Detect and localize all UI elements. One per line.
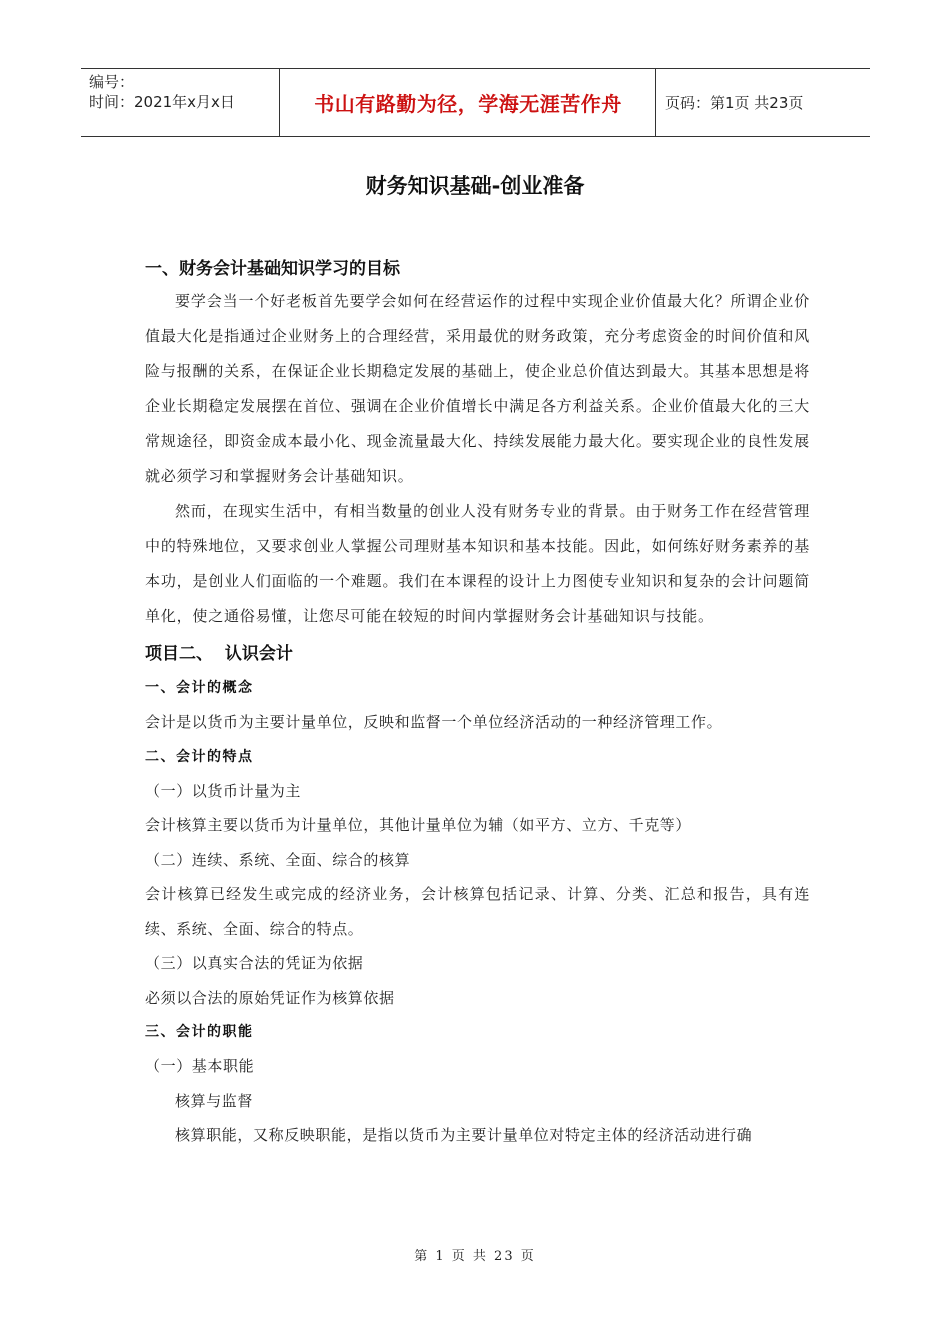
- paragraph: 会计核算已经发生或完成的经济业务，会计核算包括记录、计算、分类、汇总和报告，具有连续、系统、全面、综合的特点。: [145, 885, 810, 938]
- paragraph: 必须以合法的原始凭证作为核算依据: [145, 988, 395, 1007]
- item-title: （三）以真实合法的凭证为依据: [145, 954, 364, 972]
- item-title: （一）基本职能: [145, 1057, 255, 1075]
- paragraph: 会计核算主要以货币为计量单位，其他计量单位为辅（如平方、立方、千克等）: [145, 816, 692, 834]
- item-title: （二）连续、系统、全面、综合的核算: [145, 850, 411, 869]
- page-footer: 第 1 页 共 23 页: [414, 1249, 536, 1264]
- paragraph: 会计是以货币为主要计量单位，反映和监督一个单位经济活动的一种经济管理工作。: [145, 713, 723, 731]
- page-title: 财务知识基础-创业准备: [365, 174, 585, 198]
- item-title: （一）以货币计量为主: [145, 781, 302, 800]
- header-meta: [81, 69, 280, 136]
- item-subtitle: 核算与监督: [175, 1091, 254, 1110]
- subsection-heading: 二、会计的特点: [145, 748, 254, 765]
- document-number-label: 编号：: [89, 73, 135, 91]
- project-heading: 项目二、 认识会计: [145, 644, 293, 664]
- section-heading: 一、财务会计基础知识学习的目标: [145, 259, 400, 279]
- header-motto: 书山有路勤为径，学海无涯苦作舟: [281, 69, 656, 136]
- document-header: [81, 68, 870, 137]
- paragraph: 然而，在现实生活中，有相当数量的创业人没有财务专业的背景。由于财务工作在经营管理中的特殊地位，又要求创业人掌握公司理财基本知识和基本技能。因此，如何练好财务素养的基本功，是创业人们面临的一个难题。我们在本课程的设计上力图使专业知识和复杂的会计问题简单化，使之通俗易懂，让您尽可能在较短的时间内掌握财务会计基础知识与技能。: [145, 502, 810, 625]
- document-date: 时间：2021年x月x日: [89, 93, 235, 111]
- subsection-heading: 三、会计的职能: [145, 1024, 254, 1040]
- paragraph: 要学会当一个好老板首先要学会如何在经营运作的过程中实现企业价值最大化？所谓企业价值最大化是指通过企业财务上的合理经营，采用最优的财务政策，充分考虑资金的时间价值和风险与报酬的关系，在保证企业长期稳定发展的基础上，使企业总价值达到最大。其基本思想是将企业长期稳定发展摆在首位、强调在企业价值增长中满足各方利益关系。企业价值最大化的三大常规途径，即资金成本最小化、现金流量最大化、持续发展能力最大化。要实现企业的良性发展就必须学习和掌握财务会计基础知识。: [145, 292, 810, 485]
- subsection-heading: 一、会计的概念: [145, 680, 254, 696]
- header-page-info: 页码：第1页 共23页: [665, 94, 804, 112]
- paragraph: 核算职能，又称反映职能，是指以货币为主要计量单位对特定主体的经济活动进行确: [175, 1126, 753, 1144]
- document-body: [145, 254, 810, 1153]
